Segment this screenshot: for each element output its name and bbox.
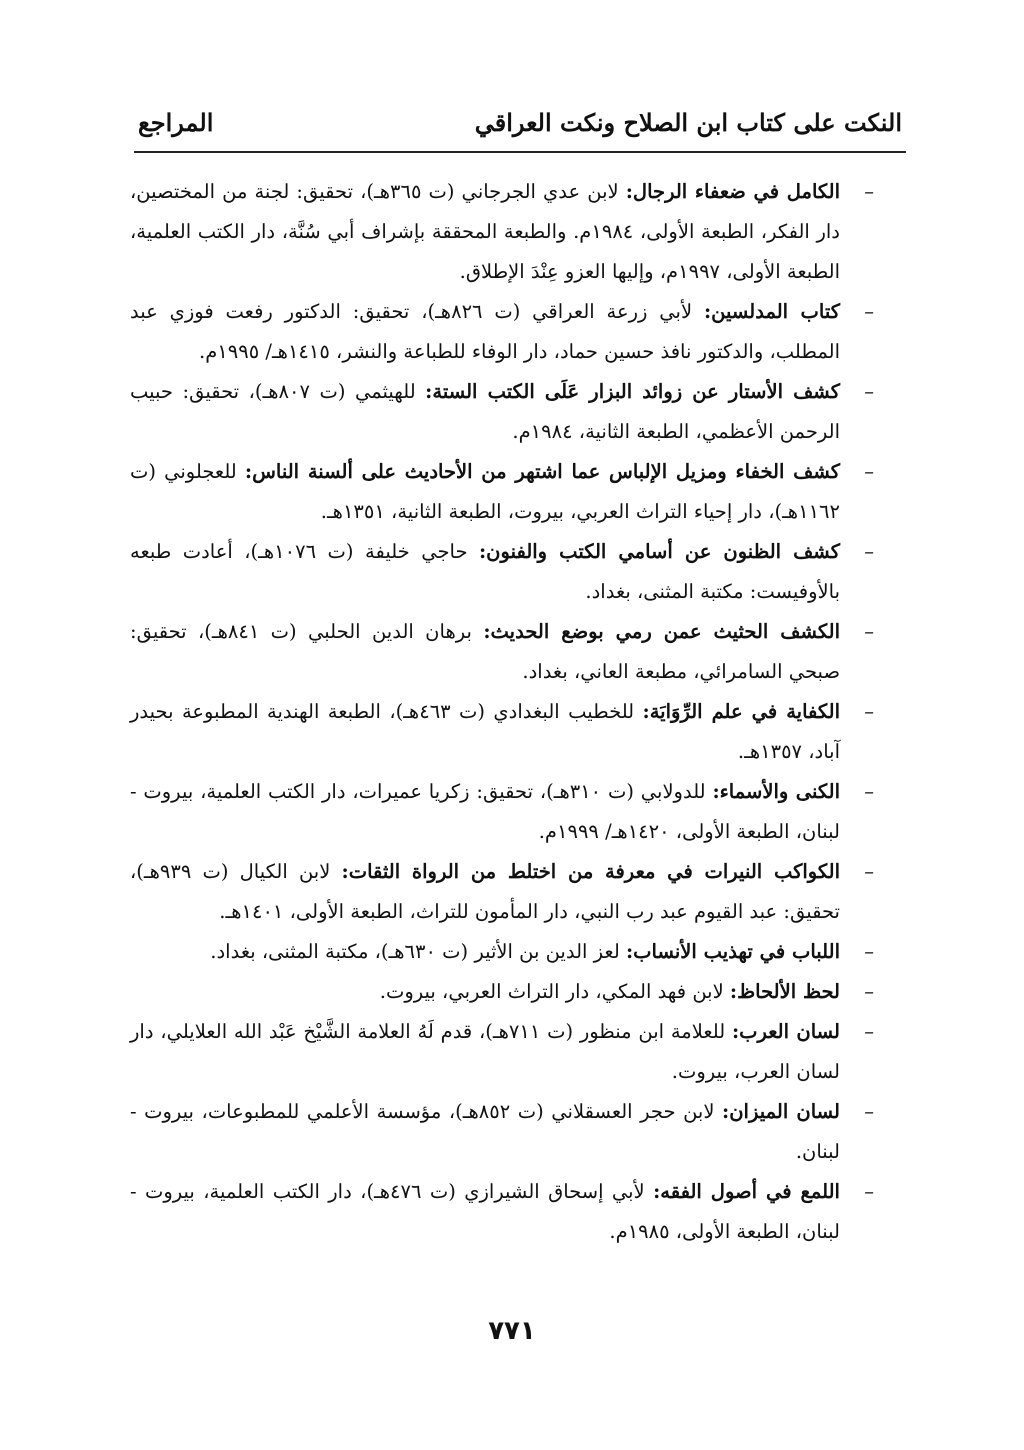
reference-title: كتاب المدلسين:	[703, 300, 840, 323]
reference-title: اللباب في تهذيب الأنساب:	[625, 940, 840, 963]
reference-title: الكامل في ضعفاء الرجال:	[625, 180, 841, 203]
reference-title: الكشف الحثيث عمن رمي بوضع الحديث:	[483, 620, 840, 643]
reference-title: كشف الظنون عن أسامي الكتب والفنون:	[478, 540, 840, 563]
list-dash-marker: –	[864, 380, 874, 403]
list-dash-marker: –	[864, 540, 874, 563]
reference-details: لابن فهد المكي، دار التراث العربي، بيروت.	[379, 980, 724, 1003]
section-title: المراجع	[138, 108, 214, 137]
reference-details: برهان الدين الحلبي (ت ٨٤١هـ)، تحقيق: صبحي السامرائي، مطبعة العاني، بغداد.	[130, 620, 840, 683]
references-list	[130, 172, 874, 1252]
reference-details: للدولابي (ت ٣١٠هـ)، تحقيق: زكريا عميرات، دار الكتب العلمية، بيروت - لبنان، الطبعة الأولى، ١٤٢٠هـ/ ١٩٩٩م.	[130, 780, 840, 843]
reference-details: لابن حجر العسقلاني (ت ٨٥٢هـ)، مؤسسة الأعلمي للمطبوعات، بيروت - لبنان.	[130, 1100, 840, 1163]
reference-title: لسان العرب:	[731, 1020, 840, 1043]
page-number: ٧٧١	[488, 1316, 536, 1346]
list-dash-marker: –	[864, 860, 874, 883]
reference-title: كشف الأستار عن زوائد البزار عَلَى الكتب الستة:	[425, 380, 840, 403]
reference-entry	[130, 1092, 874, 1172]
reference-details: للعجلوني (ت ١١٦٢هـ)، دار إحياء التراث العربي، بيروت، الطبعة الثانية، ١٣٥١هـ.	[130, 460, 840, 523]
reference-entry	[130, 372, 874, 452]
reference-title: كشف الخفاء ومزيل الإلباس عما اشتهر من الأحاديث على ألسنة الناس:	[244, 460, 841, 483]
reference-details: لأبي زرعة العراقي (ت ٨٢٦هـ)، تحقيق: الدكتور رفعت فوزي عبد المطلب، والدكتور نافذ حسين حماد، دار الوفاء للطباعة والنشر، ١٤١٥هـ/ ١٩٩٥م.	[130, 300, 840, 363]
reference-entry	[130, 1012, 874, 1092]
reference-entry	[130, 692, 874, 772]
reference-entry	[130, 972, 874, 1012]
reference-entry	[130, 772, 874, 852]
list-dash-marker: –	[864, 620, 874, 643]
list-dash-marker: –	[864, 1180, 874, 1203]
reference-entry	[130, 852, 874, 932]
reference-entry	[130, 1172, 874, 1252]
book-title: النكت على كتاب ابن الصلاح ونكت العراقي	[474, 108, 902, 137]
reference-title: الكفاية في علم الرِّوَايَة:	[642, 700, 841, 723]
header-divider	[134, 151, 906, 153]
reference-details: حاجي خليفة (ت ١٠٧٦هـ)، أعادت طبعه بالأوفيست: مكتبة المثنى، بغداد.	[130, 540, 840, 603]
list-dash-marker: –	[864, 700, 874, 723]
reference-title: الكنى والأسماء:	[712, 780, 840, 803]
reference-title: لسان الميزان:	[722, 1100, 840, 1123]
reference-entry	[130, 452, 874, 532]
reference-details: لأبي إسحاق الشيرازي (ت ٤٧٦هـ)، دار الكتب العلمية، بيروت - لبنان، الطبعة الأولى، ١٩٨٥م.	[130, 1180, 840, 1243]
reference-details: للهيثمي (ت ٨٠٧هـ)، تحقيق: حبيب الرحمن الأعظمي، الطبعة الثانية، ١٩٨٤م.	[130, 380, 840, 443]
list-dash-marker: –	[864, 1020, 874, 1043]
list-dash-marker: –	[864, 300, 874, 323]
reference-details: للعلامة ابن منظور (ت ٧١١هـ)، قدم لَهُ العلامة الشَّيْخ عَبْد الله العلايلي، دار لسان العرب، بيروت.	[130, 1020, 840, 1083]
running-header	[138, 108, 902, 137]
reference-details: لابن الكيال (ت ٩٣٩هـ)، تحقيق: عبد القيوم عبد رب النبي، دار المأمون للتراث، الطبعة الأولى، ١٤٠١هـ.	[130, 860, 840, 923]
list-dash-marker: –	[864, 980, 874, 1003]
reference-entry	[130, 532, 874, 612]
list-dash-marker: –	[864, 460, 874, 483]
reference-title: لحظ الألحاظ:	[729, 980, 840, 1003]
reference-details: للخطيب البغدادي (ت ٤٦٣هـ)، الطبعة الهندية المطبوعة بحيدر آباد، ١٣٥٧هـ.	[130, 700, 840, 763]
reference-details: لابن عدي الجرجاني (ت ٣٦٥هـ)، تحقيق: لجنة من المختصين، دار الفكر، الطبعة الأولى، ١٩٨٤م. والطبعة المحققة بإشراف أبي سُنَّة، دار الكتب العلمية، الطبعة الأولى، ١٩٩٧م، وإليها العزو عِنْدَ الإطلاق.	[130, 180, 840, 283]
list-dash-marker: –	[864, 1100, 874, 1123]
reference-entry	[130, 932, 874, 972]
list-dash-marker: –	[864, 180, 874, 203]
reference-details: لعز الدين بن الأثير (ت ٦٣٠هـ)، مكتبة المثنى، بغداد.	[210, 940, 620, 963]
reference-entry	[130, 172, 874, 292]
reference-title: الكواكب النيرات في معرفة من اختلط من الرواة الثقات:	[341, 860, 841, 883]
reference-title: اللمع في أصول الفقه:	[653, 1180, 840, 1203]
reference-entry	[130, 612, 874, 692]
reference-entry	[130, 292, 874, 372]
list-dash-marker: –	[864, 780, 874, 803]
list-dash-marker: –	[864, 940, 874, 963]
